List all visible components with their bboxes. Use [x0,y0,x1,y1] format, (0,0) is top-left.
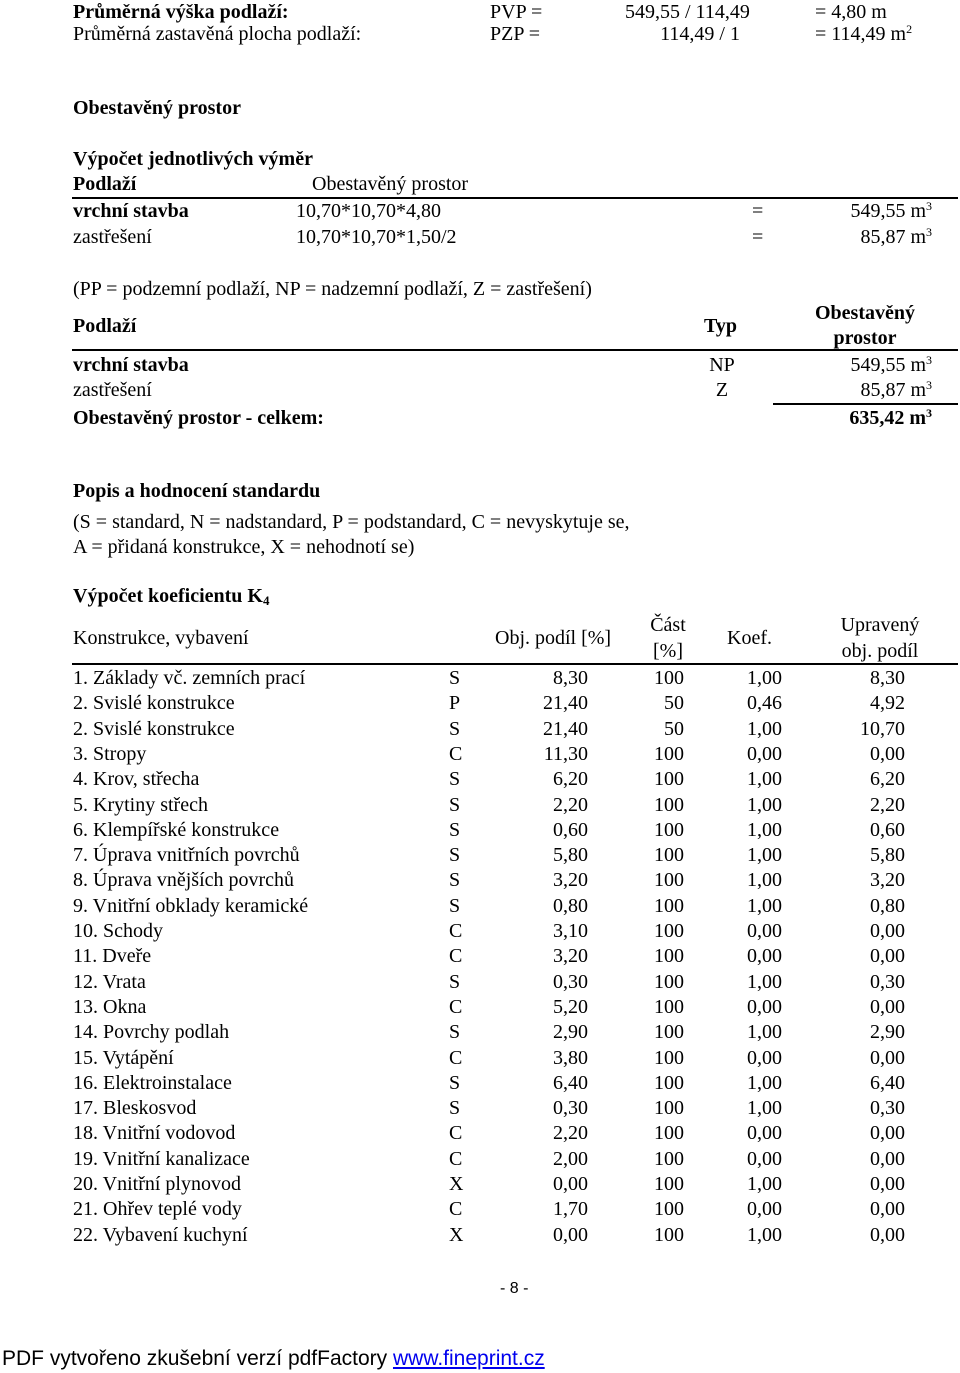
k4-cell-construction: 2. Svislé konstrukce [73,718,235,740]
k4-table-row [0,1147,960,1172]
k4-cell-adjusted: 0,00 [870,1122,905,1144]
k4-cell-standard: C [449,945,463,967]
k4-cell-share: 1,70 [553,1198,588,1220]
k4-cell-coef: 0,00 [747,1122,782,1144]
k4-cell-part: 100 [654,971,684,993]
k4-cell-coef: 1,00 [747,1097,782,1119]
calc-row-value: 549,55 $m^3$ [850,199,932,222]
volume-total-label: Obestavěný prostor - celkem: [73,407,324,429]
k4-cell-adjusted: 0,30 [870,971,905,993]
k4-cell-construction: 3. Stropy [73,743,147,765]
volume-total-value: 635,42 $m^3$ [849,406,932,429]
k4-cell-coef: 1,00 [747,1021,782,1043]
k4-cell-construction: 18. Vnitřní vodovod [73,1122,236,1144]
k4-cell-share: 0,60 [553,819,588,841]
k4-cell-construction: 10. Schody [73,920,163,942]
k4-cell-construction: 8. Úprava vnějších povrchů [73,869,295,891]
calc-row-formula: 10,70*10,70*1,50/2 [296,226,457,248]
k4-cell-standard: C [449,1198,463,1220]
calc-row-name: zastřešení [73,226,152,248]
calc-row-name: vrchní stavba [73,200,189,222]
k4-col-adjusted-line1: Upravený [840,614,920,636]
k4-cell-part: 100 [654,1148,684,1170]
k4-cell-construction: 5. Krytiny střech [73,794,208,816]
k4-cell-part: 100 [654,1122,684,1144]
k4-cell-part: 100 [654,844,684,866]
k4-cell-coef: 0,00 [747,1148,782,1170]
footer-link[interactable]: www.fineprint.cz [392,1347,545,1370]
k4-cell-adjusted: 6,40 [870,1072,905,1094]
k4-cell-construction: 15. Vytápění [73,1047,174,1069]
k4-cell-coef: 1,00 [747,869,782,891]
k4-cell-standard: C [449,920,463,942]
k4-cell-standard: S [449,895,461,917]
k4-cell-standard: C [449,996,463,1018]
calc-row [0,199,960,224]
k4-cell-share: 2,00 [553,1148,588,1170]
k4-cell-coef: 1,00 [747,1072,782,1094]
k4-cell-share: 0,80 [553,895,588,917]
k4-col-adjusted-line2: obj. podíl [841,640,919,662]
volume-calc-title: Výpočet jednotlivých výměr [73,148,313,170]
k4-cell-standard: S [449,869,461,891]
k4-cell-share: 0,00 [553,1173,588,1195]
k4-cell-construction: 9. Vnitřní obklady keramické [73,895,309,917]
k4-table-row [0,1172,960,1197]
k4-cell-coef: 1,00 [747,971,782,993]
k4-cell-coef: 1,00 [747,819,782,841]
sum-row-type: NP [709,354,735,376]
k4-cell-part: 100 [654,1198,684,1220]
k4-cell-coef: 1,00 [747,895,782,917]
k4-cell-part: 100 [654,667,684,689]
k4-table-row [0,767,960,792]
k4-cell-adjusted: 0,00 [870,1173,905,1195]
k4-cell-coef: 0,00 [747,1198,782,1220]
k4-cell-share: 3,20 [553,945,588,967]
k4-cell-coef: 0,00 [747,743,782,765]
k4-cell-coef: 1,00 [747,1173,782,1195]
k4-cell-share: 3,10 [553,920,588,942]
k4-table-row [0,970,960,995]
k4-cell-part: 100 [654,920,684,942]
k4-table-row [0,1223,960,1248]
k4-col-construction: Konstrukce, vybavení [73,627,249,649]
k4-cell-adjusted: 0,00 [870,743,905,765]
k4-cell-adjusted: 0,30 [870,1097,905,1119]
avg-height-label: Průměrná výška podlaží: [73,1,289,23]
k4-cell-construction: 1. Základy vč. zemních prací [73,667,306,689]
sum-row-value: 549,55 $m^3$ [850,353,932,376]
calc-row-value: 85,87 $m^3$ [860,225,932,248]
k4-cell-share: 8,30 [553,667,588,689]
k4-table-row [0,1020,960,1045]
k4-cell-part: 100 [654,743,684,765]
k4-cell-adjusted: 10,70 [860,718,905,740]
k4-cell-adjusted: 0,00 [870,996,905,1018]
k4-cell-standard: S [449,1021,461,1043]
volume-section-title: Obestavěný prostor [73,97,241,119]
sum-row-type: Z [715,379,729,401]
k4-cell-adjusted: 2,20 [870,794,905,816]
sum-row-value: 85,87 $m^3$ [860,378,932,401]
k4-cell-construction: 20. Vnitřní plynovod [73,1173,241,1195]
k4-cell-part: 100 [654,996,684,1018]
k4-cell-share: 6,40 [553,1072,588,1094]
sum-row [0,353,960,378]
k4-table-row [0,818,960,843]
k4-cell-adjusted: 0,00 [870,920,905,942]
k4-cell-standard: S [449,844,461,866]
k4-cell-construction: 4. Krov, střecha [73,768,200,790]
k4-table-row [0,894,960,919]
k4-cell-share: 0,00 [553,1224,588,1246]
k4-cell-part: 100 [654,768,684,790]
k4-cell-share: 3,80 [553,1047,588,1069]
k4-table-row [0,1046,960,1071]
k4-cell-adjusted: 0,80 [870,895,905,917]
sum-header-rule [72,349,958,351]
k4-cell-coef: 0,46 [747,692,782,714]
k4-table-row [0,1071,960,1096]
k4-cell-adjusted: 0,00 [870,1224,905,1246]
k4-cell-construction: 14. Povrchy podlah [73,1021,230,1043]
k4-cell-coef: 0,00 [747,1047,782,1069]
standard-legend-line1: (S = standard, N = nadstandard, P = podstandard, C = nevyskytuje se, [73,511,630,533]
k4-cell-standard: C [449,1122,463,1144]
k4-cell-adjusted: 2,90 [870,1021,905,1043]
k4-cell-coef: 0,00 [747,920,782,942]
avg-area-result: = 114,49 $m^2$ [815,22,913,45]
k4-table-row [0,691,960,716]
k4-cell-part: 100 [654,869,684,891]
k4-cell-construction: 6. Klempířské konstrukce [73,819,280,841]
k4-cell-standard: S [449,718,461,740]
calc-row-eq: = [752,226,764,248]
k4-table-row [0,742,960,767]
k4-cell-adjusted: 3,20 [870,869,905,891]
k4-cell-adjusted: 0,60 [870,819,905,841]
k4-table-row [0,717,960,742]
k4-cell-coef: 0,00 [747,945,782,967]
k4-cell-standard: S [449,794,461,816]
k4-table-row [0,1096,960,1121]
floor-legend: (PP = podzemní podlaží, NP = nadzemní podlaží, Z = zastřešení) [73,278,592,300]
k4-table-row [0,919,960,944]
k4-cell-share: 6,20 [553,768,588,790]
k4-cell-adjusted: 5,80 [870,844,905,866]
k4-cell-standard: S [449,667,461,689]
k4-header-rule [72,663,958,665]
k4-table-row [0,666,960,691]
avg-height-result: = 4,80 m [815,1,887,23]
k4-cell-coef: 0,00 [747,996,782,1018]
k4-col-share: Obj. podíl [%] [495,627,612,649]
avg-area-abbr: PZP = [490,23,540,45]
k4-cell-construction: 16. Elektroinstalace [73,1072,232,1094]
k4-col-part-line2: [%] [653,640,683,662]
calc-row [0,225,960,250]
k4-table-row [0,868,960,893]
sum-row [0,378,960,403]
k4-cell-coef: 1,00 [747,768,782,790]
k4-cell-coef: 1,00 [747,667,782,689]
k4-cell-part: 50 [664,692,684,714]
sum-col-type: Typ [704,315,737,337]
k4-table-row [0,1121,960,1146]
k4-cell-construction: 19. Vnitřní kanalizace [73,1148,250,1170]
sum-total-rule [773,403,958,405]
k4-cell-construction: 7. Úprava vnitřních povrchů [73,844,300,866]
k4-cell-share: 0,30 [553,1097,588,1119]
page-number: - 8 - [500,1280,529,1297]
k4-cell-part: 100 [654,1021,684,1043]
k4-title: Výpočet koeficientu $K_4$ [73,585,270,608]
k4-table-row [0,995,960,1020]
k4-cell-standard: C [449,1047,463,1069]
calc-col-floor: Podlaží [73,173,137,195]
k4-cell-adjusted: 6,20 [870,768,905,790]
k4-cell-construction: 12. Vrata [73,971,146,993]
k4-cell-coef: 1,00 [747,718,782,740]
k4-cell-construction: 2. Svislé konstrukce [73,692,235,714]
avg-height-abbr: PVP = [490,1,543,23]
calc-row-formula: 10,70*10,70*4,80 [296,200,441,222]
k4-cell-share: 21,40 [543,692,588,714]
k4-cell-part: 100 [654,819,684,841]
k4-cell-part: 100 [654,1072,684,1094]
calc-row-eq: = [752,200,764,222]
k4-cell-standard: X [449,1224,464,1246]
k4-cell-adjusted: 8,30 [870,667,905,689]
k4-cell-part: 100 [654,1173,684,1195]
k4-cell-part: 100 [654,895,684,917]
k4-col-part-line1: Část [650,614,686,636]
k4-cell-standard: S [449,1072,461,1094]
pdf-footer: PDF vytvořeno zkušební verzí pdfFactory www.fineprint.cz [2,1347,545,1370]
k4-cell-share: 0,30 [553,971,588,993]
k4-cell-share: 11,30 [543,743,588,765]
standard-title: Popis a hodnocení standardu [73,480,321,502]
k4-cell-coef: 1,00 [747,844,782,866]
k4-cell-adjusted: 0,00 [870,1047,905,1069]
k4-cell-construction: 11. Dveře [73,945,152,967]
k4-cell-standard: S [449,971,461,993]
standard-legend-line2: A = přidaná konstrukce, X = nehodnotí se) [73,536,415,558]
avg-area-label: Průměrná zastavěná plocha podlaží: [73,23,362,45]
sum-row-name: zastřešení [73,379,152,401]
k4-cell-adjusted: 4,92 [870,692,905,714]
k4-cell-share: 2,20 [553,1122,588,1144]
k4-table-row [0,1197,960,1222]
k4-cell-standard: C [449,743,463,765]
k4-cell-share: 2,90 [553,1021,588,1043]
sum-col-volume-line2: prostor [833,327,897,349]
k4-table-row [0,793,960,818]
k4-cell-adjusted: 0,00 [870,1148,905,1170]
avg-height-expr: 549,55 / 114,49 [625,1,750,23]
k4-cell-construction: 22. Vybavení kuchyní [73,1224,248,1246]
k4-cell-share: 5,20 [553,996,588,1018]
k4-table-row [0,944,960,969]
k4-cell-coef: 1,00 [747,1224,782,1246]
k4-cell-construction: 17. Bleskosvod [73,1097,197,1119]
k4-cell-adjusted: 0,00 [870,945,905,967]
avg-area-expr: 114,49 / 1 [660,23,740,45]
k4-cell-adjusted: 0,00 [870,1198,905,1220]
k4-cell-part: 100 [654,945,684,967]
k4-cell-standard: X [449,1173,464,1195]
k4-cell-standard: S [449,819,461,841]
k4-cell-part: 100 [654,1047,684,1069]
k4-cell-construction: 13. Okna [73,996,147,1018]
k4-cell-standard: P [449,692,461,714]
k4-cell-share: 2,20 [553,794,588,816]
k4-cell-construction: 21. Ohřev teplé vody [73,1198,242,1220]
k4-cell-coef: 1,00 [747,794,782,816]
k4-cell-share: 5,80 [553,844,588,866]
k4-cell-standard: S [449,768,461,790]
calc-col-volume: Obestavěný prostor [312,173,469,195]
k4-cell-part: 100 [654,1224,684,1246]
k4-cell-part: 50 [664,718,684,740]
k4-cell-share: 3,20 [553,869,588,891]
sum-col-floor: Podlaží [73,315,137,337]
k4-cell-part: 100 [654,794,684,816]
sum-row-name: vrchní stavba [73,354,189,376]
k4-cell-part: 100 [654,1097,684,1119]
k4-table-row [0,843,960,868]
k4-cell-share: 21,40 [543,718,588,740]
k4-cell-standard: C [449,1148,463,1170]
sum-col-volume-line1: Obestavěný [815,302,915,324]
k4-cell-standard: S [449,1097,461,1119]
k4-col-coef: Koef. [727,627,772,649]
